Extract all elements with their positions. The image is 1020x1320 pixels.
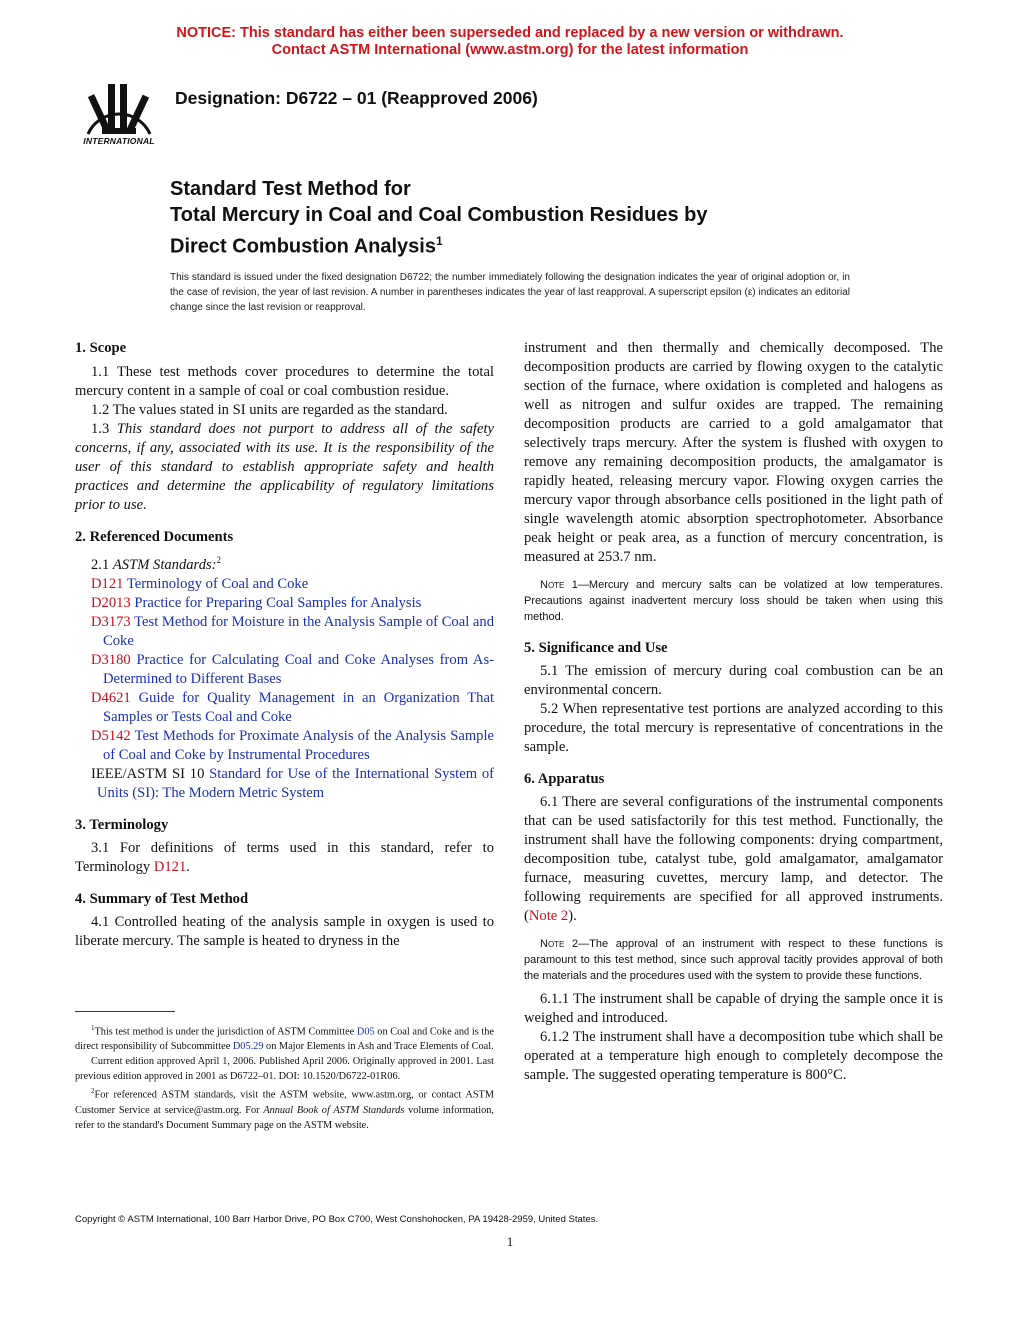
footnote-2: [75, 1084, 494, 1132]
significance-5-1: 5.1 The emission of mercury during coal combustion can be an environmental concern.: [524, 663, 943, 698]
notice-line-2: Contact ASTM International (www.astm.org) for the latest information: [271, 42, 749, 58]
ref-item-d5142[interactable]: [75, 727, 494, 765]
title-footnote-mark: 1: [435, 234, 443, 248]
note-2: [524, 936, 943, 984]
title-line-1: Standard Test Method for: [170, 178, 411, 200]
footnote-1-text-c: on Major Elements in Ash and Trace Elements of Coal.: [263, 1041, 494, 1053]
ref-title[interactable]: Practice for Calculating Coal and Coke Analyses from As-Determined to Different Bases: [103, 651, 495, 687]
ref-item-d3180[interactable]: [75, 651, 494, 689]
significance-5-2: 5.2 When representative test portions are analyzed according to this procedure, the total mercury is representative of concentrations in the sample.: [524, 701, 943, 755]
ref-title[interactable]: Test Methods for Proximate Analysis of the Analysis Sample of Coal and Coke by Instrumental Procedures: [103, 727, 494, 763]
left-column: [75, 339, 494, 951]
apparatus-link-note-2[interactable]: Note 2: [528, 908, 569, 924]
ref-code[interactable]: D4621: [91, 689, 131, 706]
note-2-label: Note 2: [540, 938, 579, 950]
section-heading-significance: 5. Significance and Use: [524, 640, 668, 656]
note-1-label: Note 1: [540, 579, 578, 591]
footnote-1-mark: 1: [91, 1024, 95, 1032]
ref-item-d121[interactable]: [75, 575, 494, 594]
right-column: [524, 339, 943, 1085]
copyright-line: Copyright © ASTM International, 100 Barr Harbor Drive, PO Box C700, West Conshohocken, PA 19428-2959, United States.: [75, 1214, 599, 1225]
footnote-link-d05-29[interactable]: D05.29: [232, 1041, 264, 1053]
terminology-link-d121[interactable]: D121: [153, 858, 187, 875]
logo-international-text: INTERNATIONAL: [83, 136, 155, 146]
title-line-3: Direct Combustion Analysis: [170, 235, 436, 258]
ref-item-d4621[interactable]: [75, 689, 494, 727]
ref-title[interactable]: Terminology of Coal and Coke: [126, 575, 309, 592]
ref-title[interactable]: Practice for Preparing Coal Samples for Analysis: [134, 594, 422, 611]
ref-2-1: [75, 551, 494, 575]
note-1: [524, 577, 943, 625]
title-line-2: Total Mercury in Coal and Coal Combustion Residues by: [170, 204, 708, 226]
footnote-1-edition: Current edition approved April 1, 2006. Published April 2006. Originally approved in 2001. Last previous edition approved in 2001 as D6722–01. DOI: 10.1520/D6722-01R06.: [75, 1056, 494, 1083]
scope-1-3: [75, 420, 494, 515]
ref-2-1-label: ASTM Standards:: [112, 556, 217, 573]
ref-code[interactable]: D5142: [91, 727, 131, 744]
apparatus-6-1-2: 6.1.2 The instrument shall have a decomposition tube which shall be operated at a temperature high enough to completely decompose the sample. The suggested operating temperature is 800°C.: [524, 1029, 943, 1083]
apparatus-6-1-1: 6.1.1 The instrument shall be capable of drying the sample once it is weighed and introduced.: [524, 991, 943, 1026]
ref-code[interactable]: D3180: [91, 651, 131, 668]
designation: Designation: D6722 – 01 (Reapproved 2006): [175, 88, 538, 108]
ref-2-1-sup: 2: [216, 555, 222, 565]
section-heading-scope: 1. Scope: [75, 340, 127, 356]
apparatus-6-1-end: ).: [568, 908, 577, 924]
ref-title[interactable]: Test Method for Moisture in the Analysis Sample of Coal and Coke: [103, 613, 494, 649]
note-2-text: —The approval of an instrument with respect to these functions is paramount to this test method, since such approval tacitly provides approval of both the materials and the procedures used with the system to provide these functions.: [524, 938, 943, 982]
ref-code[interactable]: D121: [91, 575, 124, 592]
ref-item-ieee[interactable]: [75, 765, 494, 803]
scope-1-3-number: 1.3: [91, 421, 117, 437]
footnotes: [75, 1021, 494, 1133]
footnote-2-mark: 2: [91, 1087, 95, 1096]
notice-line-1: NOTICE: This standard has either been superseded and replaced by a new version or withdrawn.: [176, 25, 844, 41]
terminology-end: .: [186, 858, 190, 875]
section-heading-summary: 4. Summary of Test Method: [75, 890, 249, 907]
footnote-2-text-a: For referenced ASTM standards, visit the ASTM website, www.astm.org, or contact ASTM Customer Service at service@astm.org. For: [75, 1089, 494, 1116]
footnote-1-text-b: on Coal and Coke and is the direct responsibility of Subcommittee: [75, 1026, 494, 1053]
footnote-1-text-a: This test method is under the jurisdiction of ASTM Committee: [94, 1026, 357, 1038]
footnote-2-italic: Annual Book of ASTM Standards: [263, 1104, 405, 1116]
scope-1-3-text: This standard does not purport to address all of the safety concerns, if any, associated with its use. It is the responsibility of the user of this standard to establish appropriate safety and health practices and determine the applicability of regulatory limitations prior to use.: [75, 421, 494, 513]
ref-ieee-prefix: IEEE/ASTM SI 10: [91, 765, 205, 782]
summary-4-1-part2: instrument and then thermally and chemically decomposed. The decomposition products are carried by flowing oxygen to the catalytic section of the furnace, where oxidation is completed and halogens as well as nitrogen and sulfur oxides are trapped. The remaining decomposition products are carried to a gold amalgamator that selectively traps mercury. After the system is flushed with oxygen to remove any remaining decomposition products, the amalgamator is rapidly heated, releasing mercury vapor. Flowing oxygen carries the mercury vapor through absorbance cells positioned in the light path of single wavelength atomic absorption spectrophotometer. Absorbance peak height or peak area, as a function of mercury concentration, is measured at 253.7 nm.: [524, 340, 943, 565]
summary-4-1-part1: 4.1 Controlled heating of the analysis sample in oxygen is used to liberate mercury. The sample is heated to dryness in the: [75, 913, 494, 949]
apparatus-6-1-text: 6.1 There are several configurations of the instrumental components that can be used satisfactorily for this test method. Functionally, the instrument shall have the following components: drying compartment, decomposition tube, catalyst tube, gold amalgamator, amalgamator furnace, measuring cuvettes, mercury lamp, and detector. The following requirements are specified for all approved instruments. (: [524, 794, 943, 924]
ref-item-d3173[interactable]: [75, 613, 494, 651]
section-heading-referenced: 2. Referenced Documents: [75, 529, 234, 545]
scope-1-2: 1.2 The values stated in SI units are regarded as the standard.: [91, 402, 448, 418]
issuance-statement: This standard is issued under the fixed designation D6722; the number immediately following the designation indicates the year of original adoption or, in the case of revision, the year of last revision. A number in parentheses indicates the year of last reapproval. A superscript epsilon (ε) indicates an editorial change since the last revision or reapproval.: [170, 272, 850, 313]
footnote-rule: [75, 1011, 175, 1012]
note-1-text: —Mercury and mercury salts can be volatized at low temperatures. Precautions against inadvertent mercury loss should be taken when using this method.: [524, 579, 943, 623]
ref-code[interactable]: D2013: [91, 594, 131, 611]
page-number: 1: [506, 1234, 514, 1249]
apparatus-6-1: [524, 793, 943, 926]
ref-title[interactable]: Guide for Quality Management in an Organization That Samples or Tests Coal and Coke: [103, 689, 494, 725]
terminology-3-1: [75, 839, 494, 877]
terminology-text: 3.1 For definitions of terms used in this standard, refer to Terminology: [75, 839, 494, 875]
ref-2-1-number: 2.1: [91, 556, 113, 573]
document-title: [170, 176, 707, 260]
notice-banner: [0, 25, 1020, 59]
section-heading-terminology: 3. Terminology: [75, 816, 169, 833]
footnote-1: [75, 1021, 494, 1054]
scope-1-1: 1.1 These test methods cover procedures to determine the total mercury content in a sample of coal or coal combustion residue.: [75, 364, 494, 399]
footnote-2-text-b: volume information, refer to the standard's Document Summary page on the ASTM website.: [75, 1104, 494, 1131]
ref-ieee-title[interactable]: Standard for Use of the International System of Units (SI): The Modern Metric System: [97, 765, 494, 801]
section-heading-apparatus: 6. Apparatus: [524, 771, 605, 787]
ref-item-d2013[interactable]: [75, 594, 494, 613]
ref-code[interactable]: D3173: [91, 613, 131, 630]
footnote-link-d05[interactable]: D05: [356, 1026, 375, 1038]
